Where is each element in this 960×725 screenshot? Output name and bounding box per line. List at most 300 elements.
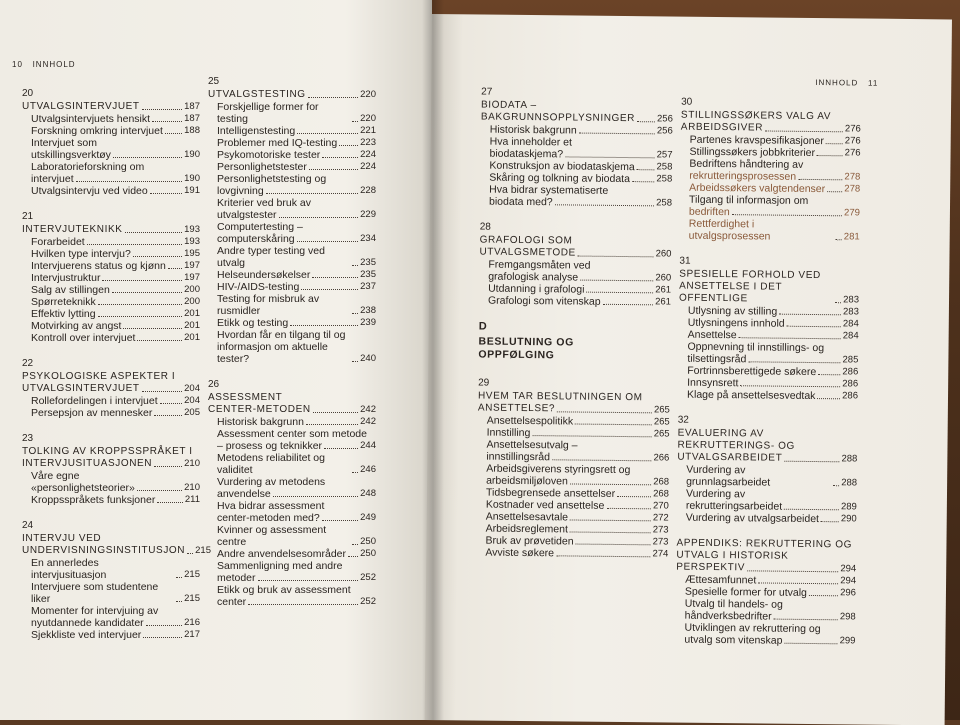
- leader-dots: [748, 361, 840, 363]
- toc-subentry: [22, 395, 200, 407]
- toc-subentry: [22, 320, 200, 332]
- page-number: 220: [360, 89, 376, 100]
- toc-subentry: [22, 125, 200, 137]
- leader-dots: [787, 326, 841, 328]
- toc-chapter-title: [22, 224, 200, 236]
- toc-subentry: [208, 416, 376, 428]
- toc-subentry: [22, 407, 200, 419]
- page-number: 224: [360, 161, 376, 172]
- toc-subentry: [22, 617, 200, 629]
- chapter-number: 28: [479, 221, 491, 233]
- entry-text: Vurdering av utvalgsarbeidet: [685, 511, 820, 526]
- toc-subentry: [677, 512, 857, 526]
- toc-chapter: [208, 379, 376, 608]
- entry-text: EVALUERING AV: [677, 427, 765, 440]
- entry-text: HIV-/AIDS-testing: [217, 281, 300, 293]
- leader-dots: [758, 582, 838, 584]
- entry-text: Vurdering av metodens: [217, 476, 326, 488]
- entry-text: Intervjuere som studentene liker: [31, 581, 159, 605]
- page-number: 289: [840, 501, 857, 513]
- page-number: 258: [656, 197, 673, 209]
- leader-dots: [306, 424, 358, 425]
- entry-text: utskillingsverktøy: [31, 149, 111, 161]
- right-column-1a: [479, 87, 673, 309]
- entry-text: PERSPEKTIV: [676, 561, 746, 574]
- toc-subentry: [208, 173, 376, 185]
- chapter-number: 32: [677, 414, 689, 426]
- entry-text: Intelligenstesting: [217, 125, 296, 137]
- entry-text: rekrutteringsprosessen: [689, 169, 797, 183]
- chapter-number: 25: [208, 76, 220, 87]
- entry-text: Laboratorieforskning om: [31, 161, 145, 173]
- toc-chapter-title: [208, 89, 376, 101]
- leader-dots: [176, 577, 182, 578]
- page-number: 223: [360, 137, 376, 148]
- entry-text: Utlysningens innhold: [687, 316, 785, 330]
- entry-text: Assessment center som metode: [217, 428, 367, 440]
- toc-subentry: [680, 218, 860, 244]
- page-number: 200: [184, 296, 200, 307]
- left-column-2: [208, 76, 376, 622]
- entry-text: En annerledes intervjusituasjon: [31, 557, 107, 581]
- entry-text: Utvalgsintervju ved video: [31, 185, 148, 197]
- leader-dots: [87, 244, 182, 245]
- toc-subentry: [22, 149, 200, 161]
- entry-text: utvalgstester: [217, 209, 277, 221]
- page-number: 205: [184, 407, 200, 418]
- leader-dots: [143, 637, 182, 638]
- toc-chapter: [479, 222, 672, 309]
- leader-dots: [150, 193, 182, 194]
- toc-subentry: [208, 488, 376, 500]
- toc-chapter-title: [208, 392, 376, 404]
- leader-dots: [617, 496, 651, 497]
- page-number: 272: [652, 512, 669, 524]
- leader-dots: [576, 544, 651, 546]
- part-d-letter: D: [478, 320, 487, 333]
- page-number: 244: [360, 440, 376, 451]
- leader-dots: [98, 304, 182, 305]
- leader-dots: [580, 280, 653, 282]
- page-number: 188: [184, 125, 200, 136]
- entry-text: grafologisk analyse: [488, 270, 579, 284]
- leader-dots: [835, 302, 841, 303]
- entry-text: Hvordan får en tilgang til og: [217, 329, 346, 341]
- entry-text: Intervjustruktur: [31, 272, 101, 284]
- entry-text: – prosess og teknikker: [217, 440, 323, 452]
- toc-subentry: [675, 634, 855, 648]
- chapter-number: 31: [679, 255, 691, 267]
- entry-text: APPENDIKS: REKRUTTERING OG: [676, 537, 853, 551]
- page-number: 258: [656, 173, 673, 185]
- page-number: 268: [653, 488, 670, 500]
- leader-dots: [133, 256, 182, 257]
- entry-text: Spesielle former for utvalg: [684, 585, 808, 599]
- right-page-number: 11: [867, 78, 879, 88]
- toc-chapter: [480, 87, 673, 210]
- page-number: 193: [184, 224, 200, 235]
- leader-dots: [157, 502, 183, 503]
- toc-subentry: [208, 341, 376, 365]
- toc-subentry: [208, 560, 376, 572]
- chapter-number: 26: [208, 379, 220, 390]
- leader-dots: [123, 328, 182, 329]
- chapter-number: 20: [22, 88, 34, 99]
- right-column-1: [476, 87, 673, 575]
- entry-text: STILLINGSSØKERS VALG AV: [680, 109, 832, 123]
- entry-text: tilsettingsråd: [687, 352, 747, 366]
- entry-text: Spørreteknikk: [31, 296, 96, 308]
- toc-subentry: [208, 245, 376, 269]
- entry-text: Forskning omkring intervjuet: [31, 125, 163, 137]
- leader-dots: [160, 403, 182, 404]
- page-number: 284: [842, 318, 859, 330]
- entry-text: computerskåring: [217, 233, 295, 245]
- page-number: 268: [653, 476, 670, 488]
- chapter-number: 22: [22, 358, 34, 369]
- entry-text: UTVALGSINTERVJUET: [22, 101, 140, 112]
- page-number: 270: [652, 500, 669, 512]
- entry-text: Persepsjon av mennesker: [31, 407, 153, 419]
- entry-text: Arbeidssøkers valgtendenser: [689, 181, 826, 196]
- entry-text: «personlighetsteorier»: [31, 482, 135, 494]
- page-number: 250: [360, 548, 376, 559]
- page-number: 258: [656, 161, 673, 173]
- page-number: 235: [360, 269, 376, 280]
- toc-subentry: [208, 221, 376, 233]
- leader-dots: [747, 570, 838, 572]
- entry-text: Rettferdighet i utvalgsprosessen: [688, 217, 771, 243]
- entry-text: Konstruksjon av biodataskjema: [489, 159, 635, 174]
- page-number: 274: [652, 548, 669, 560]
- leader-dots: [826, 143, 843, 144]
- page-number: 242: [360, 404, 376, 415]
- toc-subentry: [22, 605, 200, 617]
- page-number: 235: [360, 257, 376, 268]
- page-number: 201: [184, 308, 200, 319]
- toc-chapter: [208, 76, 376, 365]
- leader-dots: [322, 157, 358, 158]
- leader-dots: [352, 121, 358, 122]
- entry-text: Etikk og testing: [217, 317, 289, 329]
- page-number: 215: [184, 593, 200, 604]
- toc-subentry: [678, 389, 858, 403]
- leader-dots: [324, 448, 358, 449]
- leader-dots: [739, 337, 841, 339]
- entry-text: intervjuet: [31, 173, 74, 185]
- entry-text: Kvinner og assessment centre: [217, 524, 327, 548]
- toc-chapter: [22, 433, 200, 506]
- entry-text: Intervjuet som: [31, 137, 97, 149]
- leader-dots: [102, 280, 182, 281]
- leader-dots: [836, 239, 842, 240]
- toc-subentry: [208, 293, 376, 317]
- toc-subentry: [476, 546, 668, 560]
- entry-text: Ansettelsesavtale: [485, 510, 569, 524]
- leader-dots: [352, 544, 358, 545]
- page-number: 195: [184, 248, 200, 259]
- leader-dots: [266, 193, 358, 194]
- toc-chapter-title: [679, 281, 859, 307]
- book-gutter: [422, 0, 444, 720]
- page-number: 281: [843, 231, 860, 243]
- page-number: 283: [843, 294, 860, 306]
- leader-dots: [176, 601, 182, 602]
- page-number: 237: [360, 281, 376, 292]
- entry-text: Kriterier ved bruk av: [217, 197, 311, 209]
- left-running-head: INNHOLD: [32, 60, 76, 69]
- entry-text: Avviste søkere: [485, 546, 555, 560]
- entry-text: utvalg som vitenskap: [684, 633, 783, 647]
- page-number: 242: [360, 416, 376, 427]
- page-number: 276: [844, 123, 861, 135]
- leader-dots: [817, 398, 840, 399]
- page-number: 252: [360, 596, 376, 607]
- toc-subentry: [22, 284, 200, 296]
- entry-text: Etikk og bruk av assessment: [217, 584, 351, 596]
- leader-dots: [76, 181, 183, 182]
- leader-dots: [779, 314, 841, 316]
- entry-text: Arbeidsgiverens styringsrett og: [486, 462, 631, 477]
- toc-subentry: [208, 125, 376, 137]
- leader-dots: [113, 157, 182, 158]
- entry-text: Hva inneholder et: [489, 135, 573, 149]
- toc-subentry: [22, 113, 200, 125]
- entry-text: Stillingssøkers jobbkriterier: [689, 145, 816, 160]
- leader-dots: [142, 391, 183, 392]
- toc-subentry: [22, 332, 200, 344]
- leader-dots: [579, 133, 655, 135]
- entry-text: ASSESSMENT: [208, 392, 283, 403]
- entry-text: SPESIELLE FORHOLD VED: [679, 268, 821, 282]
- toc-subentry: [208, 500, 376, 512]
- entry-text: Hvilken type intervju?: [31, 248, 131, 260]
- left-page: [0, 0, 432, 720]
- entry-text: INTERVJUSITUASJONEN: [22, 458, 153, 469]
- leader-dots: [112, 292, 182, 293]
- leader-dots: [784, 461, 839, 463]
- leader-dots: [784, 509, 839, 511]
- toc-subentry: [208, 281, 376, 293]
- entry-text: Fortrinnsberettigede søkere: [687, 364, 817, 379]
- toc-subentry: [22, 260, 200, 272]
- toc-chapter-title: [22, 446, 200, 458]
- leader-dots: [313, 412, 358, 413]
- leader-dots: [774, 619, 838, 621]
- page-number: 210: [184, 458, 200, 469]
- leader-dots: [137, 340, 182, 341]
- leader-dots: [570, 531, 651, 533]
- leader-dots: [352, 361, 358, 362]
- page-number: 257: [656, 149, 673, 161]
- toc-subentry: [208, 185, 376, 197]
- leader-dots: [125, 232, 183, 233]
- leader-dots: [348, 556, 358, 557]
- entry-text: Sjekkliste ved intervjuer: [31, 629, 142, 641]
- toc-subentry: [208, 584, 376, 596]
- toc-chapter-title: [22, 545, 211, 557]
- entry-text: Bruk av prøvetiden: [485, 534, 574, 548]
- page-number: 298: [839, 611, 856, 623]
- chapter-number: 29: [478, 377, 490, 389]
- toc-chapter-title: [22, 101, 200, 113]
- page-number: 286: [842, 366, 859, 378]
- page-number: 284: [842, 330, 859, 342]
- entry-text: innstillingsråd: [486, 450, 551, 464]
- page-number: 191: [184, 185, 200, 196]
- entry-text: anvendelse: [217, 488, 271, 500]
- toc-subentry: [22, 185, 200, 197]
- toc-chapter: [680, 97, 862, 244]
- entry-text: Computertesting –: [217, 221, 303, 233]
- toc-chapter: [675, 538, 856, 648]
- leader-dots: [297, 133, 358, 134]
- chapter-number: 23: [22, 433, 34, 444]
- entry-text: Sammenligning med andre: [217, 560, 343, 572]
- leader-dots: [603, 304, 654, 306]
- entry-text: Effektiv lytting: [31, 308, 96, 320]
- toc-subentry: [208, 428, 376, 440]
- entry-text: lovgivning: [217, 185, 264, 197]
- entry-text: Oppnevning til innstillings- og: [687, 340, 825, 355]
- right-column-1b: [476, 378, 670, 561]
- entry-text: Utvalgsintervjuets hensikt: [31, 113, 151, 125]
- entry-text: Motvirking av angst: [31, 320, 122, 332]
- entry-text: Hva bidrar systematiserte: [489, 183, 609, 197]
- page-number: 286: [842, 390, 859, 402]
- entry-text: biodataskjema?: [489, 147, 564, 161]
- page-number: 265: [653, 404, 670, 416]
- leader-dots: [740, 385, 840, 387]
- page-number: 294: [840, 563, 857, 575]
- page-number: 229: [360, 209, 376, 220]
- toc-subentry: [22, 161, 200, 173]
- page-number: 250: [360, 536, 376, 547]
- leader-dots: [833, 485, 839, 486]
- toc-subentry: [208, 161, 376, 173]
- entry-text: Vurdering av: [685, 487, 746, 501]
- entry-text: Historisk bakgrunn: [489, 123, 577, 137]
- entry-text: Momenter for intervjuing av: [31, 605, 159, 617]
- entry-text: INTERVJU VED: [22, 533, 102, 544]
- leader-dots: [578, 256, 654, 258]
- toc-chapter: [22, 520, 211, 641]
- entry-text: HVEM TAR BESLUTNINGEN OM: [477, 390, 643, 404]
- leader-dots: [187, 553, 193, 554]
- toc-chapter: [22, 358, 200, 419]
- entry-text: UTVALGSMETODE: [479, 246, 576, 259]
- page-number: 238: [360, 305, 376, 316]
- page-number: 261: [655, 296, 672, 308]
- page-number: 239: [360, 317, 376, 328]
- leader-dots: [248, 604, 358, 605]
- leader-dots: [168, 268, 182, 269]
- entry-text: Tidsbegrensede ansettelser: [485, 486, 616, 500]
- leader-dots: [565, 156, 655, 158]
- entry-text: UNDERVISNINGSINSTITUSJON: [22, 545, 186, 556]
- toc-subentry: [677, 464, 857, 490]
- page-number: 283: [842, 306, 859, 318]
- entry-text: Helseundersøkelser: [217, 269, 311, 281]
- entry-text: Bedriftens håndtering av: [689, 157, 804, 171]
- page-number: 215: [184, 569, 200, 580]
- toc-subentry: [208, 524, 376, 548]
- page-number: 201: [184, 320, 200, 331]
- leader-dots: [570, 519, 651, 521]
- leader-dots: [297, 241, 359, 242]
- page-number: 248: [360, 488, 376, 499]
- entry-text: Andre typer testing ved utvalg: [217, 245, 325, 269]
- entry-text: Historisk bakgrunn: [217, 416, 304, 428]
- entry-text: Personlighetstester: [217, 161, 307, 173]
- page-number: 204: [184, 383, 200, 394]
- leader-dots: [765, 130, 843, 132]
- part-d-title-line1: BESLUTNING OG: [478, 335, 574, 349]
- toc-subentry: [208, 440, 376, 452]
- toc-subentry: [22, 581, 200, 605]
- toc-subentry: [208, 209, 376, 221]
- toc-chapter: [678, 256, 860, 403]
- entry-text: Grafologi som vitenskap: [487, 294, 601, 308]
- page-number: 279: [844, 207, 860, 219]
- leader-dots: [784, 643, 837, 645]
- toc-subentry: [208, 452, 376, 476]
- entry-text: Andre anvendelsesområder: [217, 548, 346, 560]
- entry-text: Intervjuerens status og kjønn: [31, 260, 166, 272]
- page-number: 211: [184, 494, 200, 505]
- toc-chapter-title: [22, 371, 200, 383]
- page-number: 265: [653, 416, 670, 428]
- page-number: 197: [184, 272, 200, 283]
- toc-subentry: [22, 470, 200, 482]
- entry-text: ANSETTELSE?: [477, 402, 556, 415]
- leader-dots: [556, 555, 650, 557]
- entry-text: INTERVJUTEKNIKK: [22, 224, 123, 235]
- leader-dots: [290, 325, 358, 326]
- chapter-number: 24: [22, 520, 34, 531]
- leader-dots: [258, 580, 359, 581]
- page-number: 197: [184, 260, 200, 271]
- entry-text: Tilgang til informasjon om: [689, 193, 809, 207]
- entry-text: Fremgangsmåten ved: [488, 258, 591, 272]
- entry-text: TOLKING AV KROPPSSPRÅKET I: [22, 446, 193, 457]
- entry-text: BIODATA –: [480, 99, 537, 112]
- entry-text: UTVALGSARBEIDET: [677, 451, 783, 464]
- page-number: 200: [184, 284, 200, 295]
- entry-text: Skåring og tolkning av biodata: [489, 171, 631, 186]
- leader-dots: [557, 411, 652, 413]
- page-number: 224: [360, 149, 376, 160]
- leader-dots: [821, 521, 839, 522]
- chapter-number: 27: [481, 86, 493, 98]
- page-number: 216: [184, 617, 200, 628]
- leader-dots: [301, 289, 358, 290]
- entry-text: REKRUTTERINGS- OG: [677, 439, 795, 452]
- leader-dots: [586, 292, 653, 294]
- page-number: 221: [360, 125, 376, 136]
- leader-dots: [637, 169, 655, 170]
- toc-subentry: [22, 482, 200, 494]
- page-number: 217: [184, 629, 200, 640]
- leader-dots: [98, 316, 183, 317]
- leader-dots: [575, 424, 652, 426]
- toc-subentry: [208, 596, 376, 608]
- page-number: 276: [844, 135, 861, 147]
- page-number: 276: [844, 147, 861, 159]
- page-number: 296: [840, 587, 857, 599]
- entry-text: metoder: [217, 572, 256, 584]
- page-number: 260: [655, 272, 672, 284]
